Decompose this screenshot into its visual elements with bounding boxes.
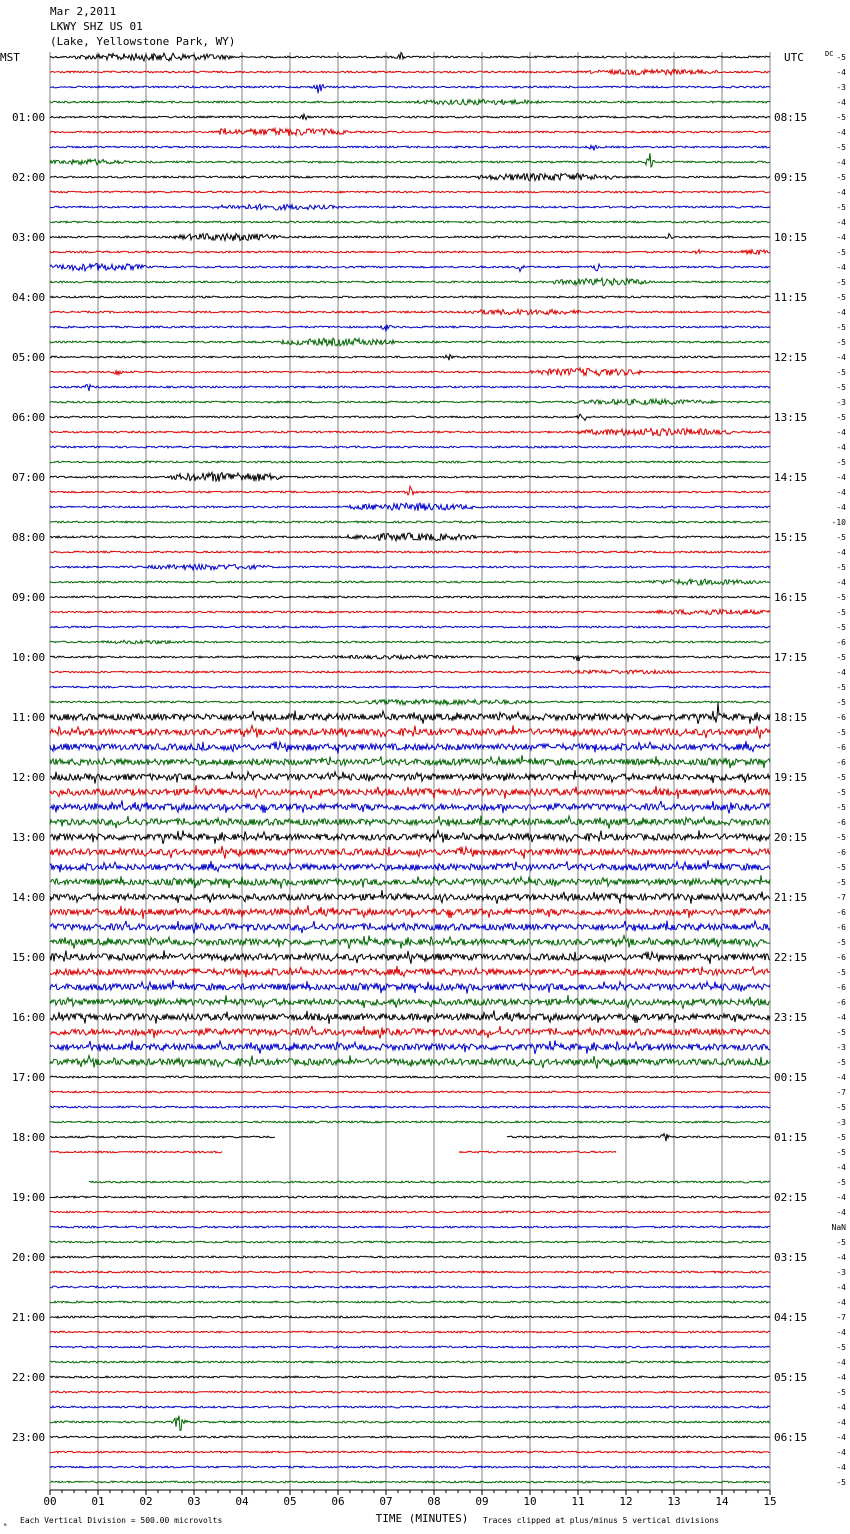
seismic-trace-12 xyxy=(50,234,770,242)
seismic-trace-90 xyxy=(50,1406,770,1408)
x-tick-label: 03 xyxy=(187,1495,201,1508)
seismic-trace-1 xyxy=(50,70,770,75)
dc-offset-value: NaN xyxy=(831,1223,846,1232)
seismic-trace-73 xyxy=(50,1151,616,1153)
dc-offset-value: -5 xyxy=(836,1103,846,1112)
right-hour-label: 00:15 xyxy=(774,1071,808,1084)
seismic-trace-24 xyxy=(50,414,770,420)
dc-offset-value: -3 xyxy=(836,83,846,92)
dc-offset-value: -5 xyxy=(836,458,846,467)
seismic-trace-76 xyxy=(50,1196,770,1198)
dc-offset-value: -4 xyxy=(836,503,846,512)
seismic-trace-68 xyxy=(50,1076,770,1078)
dc-offset-value: -5 xyxy=(836,1133,846,1142)
seismic-trace-48 xyxy=(50,770,770,783)
dc-offset-value: -5 xyxy=(836,1148,846,1157)
dc-offset-value: -5 xyxy=(836,968,846,977)
dc-offset-value: -5 xyxy=(836,1388,846,1397)
dc-offset-value: -4 xyxy=(836,473,846,482)
dc-offset-value: -5 xyxy=(836,1058,846,1067)
seismic-trace-92 xyxy=(50,1436,770,1438)
dc-offset-value: -4 xyxy=(836,1208,846,1217)
dc-offset-value: -4 xyxy=(836,218,846,227)
seismic-trace-0 xyxy=(50,53,770,61)
left-hour-label: 21:00 xyxy=(12,1311,46,1324)
seismic-trace-44 xyxy=(50,703,770,724)
seismic-trace-17 xyxy=(50,309,770,315)
left-hour-label: 10:00 xyxy=(12,651,46,664)
dc-offset-value: -4 xyxy=(836,233,846,242)
seismic-trace-45 xyxy=(50,725,770,738)
seismic-trace-2 xyxy=(50,84,770,93)
seismic-trace-75 xyxy=(89,1181,770,1183)
dc-offset-value: -4 xyxy=(836,488,846,497)
seismic-trace-9 xyxy=(50,191,770,193)
right-hour-label: 03:15 xyxy=(774,1251,808,1264)
seismic-trace-22 xyxy=(50,385,770,391)
seismic-trace-11 xyxy=(50,221,770,223)
footer-group xyxy=(3,1516,719,1528)
seismic-trace-32 xyxy=(50,533,770,541)
dc-offset-value: -5 xyxy=(836,833,846,842)
seismic-trace-19 xyxy=(50,338,770,346)
left-hour-label: 08:00 xyxy=(12,531,46,544)
seismic-trace-43 xyxy=(50,699,770,705)
seismic-trace-35 xyxy=(50,579,770,585)
seismic-trace-91 xyxy=(50,1416,770,1431)
seismic-trace-20 xyxy=(50,355,770,361)
dc-offset-value: -4 xyxy=(836,1418,846,1427)
seismic-trace-67 xyxy=(50,1055,770,1068)
seismic-trace-66 xyxy=(50,1041,770,1054)
seismic-trace-64 xyxy=(50,1010,770,1024)
left-hour-label: 09:00 xyxy=(12,591,46,604)
seismic-trace-80 xyxy=(50,1256,770,1258)
left-hour-label: 15:00 xyxy=(12,951,46,964)
seismic-trace-8 xyxy=(50,173,770,181)
seismic-trace-42 xyxy=(50,686,770,688)
dc-offset-value: -4 xyxy=(836,1253,846,1262)
seismic-trace-62 xyxy=(50,980,770,994)
dc-offset-value: -6 xyxy=(836,923,846,932)
header-location: (Lake, Yellowstone Park, WY) xyxy=(50,35,236,48)
seismic-trace-69 xyxy=(50,1091,770,1093)
seismic-trace-82 xyxy=(50,1286,770,1288)
seismic-trace-15 xyxy=(50,278,770,285)
footer-logo-mark: ₘ xyxy=(3,1520,8,1528)
x-tick-label: 09 xyxy=(475,1495,489,1508)
seismic-trace-65 xyxy=(50,1026,770,1039)
x-tick-label: 13 xyxy=(667,1495,681,1508)
dc-offset-value: -6 xyxy=(836,638,846,647)
dc-offset-value: -5 xyxy=(836,938,846,947)
dc-offset-value: -6 xyxy=(836,743,846,752)
dc-offset-value: -4 xyxy=(836,158,846,167)
dc-offset-value: -4 xyxy=(836,428,846,437)
left-hour-label: 06:00 xyxy=(12,411,46,424)
x-tick-label: 06 xyxy=(331,1495,345,1508)
x-tick-label: 02 xyxy=(139,1495,153,1508)
seismic-trace-18 xyxy=(50,325,770,332)
seismic-trace-50 xyxy=(50,800,770,813)
right-hour-label: 19:15 xyxy=(774,771,808,784)
seismic-trace-38 xyxy=(50,626,770,628)
seismic-trace-78 xyxy=(50,1226,770,1228)
footer-scale-note: Each Vertical Division = 500.00 microvolts xyxy=(20,1516,223,1525)
right-hour-label: 11:15 xyxy=(774,291,808,304)
left-hour-label: 20:00 xyxy=(12,1251,46,1264)
dc-offset-value: -5 xyxy=(836,293,846,302)
seismic-trace-30 xyxy=(50,503,770,511)
seismic-trace-5 xyxy=(50,128,770,136)
dc-offset-value: -6 xyxy=(836,758,846,767)
seismic-trace-54 xyxy=(50,860,770,872)
dc-offset-value: -5 xyxy=(836,698,846,707)
dc-offset-value: -5 xyxy=(836,143,846,152)
dc-offset-value: -5 xyxy=(836,863,846,872)
dc-offset-value: -4 xyxy=(836,548,846,557)
left-hour-label: 17:00 xyxy=(12,1071,46,1084)
seismic-trace-60 xyxy=(50,950,770,964)
seismic-trace-87 xyxy=(50,1361,770,1363)
dc-offset-value: -4 xyxy=(836,1193,846,1202)
seismic-trace-37 xyxy=(50,610,770,615)
right-hour-label: 17:15 xyxy=(774,651,808,664)
dc-offset-value: -5 xyxy=(836,278,846,287)
seismic-trace-55 xyxy=(50,875,770,888)
seismic-trace-47 xyxy=(50,755,770,768)
right-hour-label: 20:15 xyxy=(774,831,808,844)
dc-offset-value: -7 xyxy=(836,893,846,902)
x-tick-label: 05 xyxy=(283,1495,297,1508)
right-hour-label: 23:15 xyxy=(774,1011,808,1024)
dc-offset-value: -4 xyxy=(836,1373,846,1382)
seismic-trace-31 xyxy=(50,521,770,523)
x-tick-label: 14 xyxy=(715,1495,729,1508)
right-hour-label: 06:15 xyxy=(774,1431,808,1444)
dc-offset-value: -4 xyxy=(836,668,846,677)
left-hour-label: 12:00 xyxy=(12,771,46,784)
dc-offset-value: -5 xyxy=(836,623,846,632)
right-hour-label: 09:15 xyxy=(774,171,808,184)
right-hour-label: 10:15 xyxy=(774,231,808,244)
seismic-trace-84 xyxy=(50,1316,770,1318)
seismic-trace-10 xyxy=(50,204,770,210)
left-hour-label: 07:00 xyxy=(12,471,46,484)
right-hour-label: 01:15 xyxy=(774,1131,808,1144)
x-tick-label: 15 xyxy=(763,1495,777,1508)
right-axis-title: UTC xyxy=(784,51,804,64)
seismic-trace-61 xyxy=(50,966,770,977)
dc-offset-value: -4 xyxy=(836,1013,846,1022)
dc-offset-value: -5 xyxy=(836,593,846,602)
seismic-trace-33 xyxy=(50,551,770,553)
left-hour-label: 22:00 xyxy=(12,1371,46,1384)
left-hour-label: 16:00 xyxy=(12,1011,46,1024)
dc-offset-value: -4 xyxy=(836,68,846,77)
seismic-trace-95 xyxy=(50,1481,770,1483)
seismic-trace-89 xyxy=(50,1391,770,1393)
seismic-trace-21 xyxy=(50,368,770,376)
dc-offset-value: -6 xyxy=(836,908,846,917)
dc-offset-labels xyxy=(825,50,846,1487)
dc-offset-value: -5 xyxy=(836,53,846,62)
dc-offset-value: -5 xyxy=(836,323,846,332)
seismic-trace-59 xyxy=(50,936,770,949)
dc-offset-value: -5 xyxy=(836,563,846,572)
seismic-trace-57 xyxy=(50,905,770,919)
dc-offset-value: -6 xyxy=(836,818,846,827)
left-hour-label: 05:00 xyxy=(12,351,46,364)
header-station: LKWY SHZ US 01 xyxy=(50,20,143,33)
dc-offset-value: -3 xyxy=(836,1268,846,1277)
left-axis-title: MST xyxy=(0,51,20,64)
seismic-trace-6 xyxy=(50,145,770,150)
seismic-trace-52 xyxy=(50,830,770,844)
left-hour-label: 04:00 xyxy=(12,291,46,304)
left-hour-label: 19:00 xyxy=(12,1191,46,1204)
dc-offset-value: -5 xyxy=(836,248,846,257)
seismic-trace-63 xyxy=(50,995,770,1009)
seismic-trace-49 xyxy=(50,785,770,799)
seismic-trace-56 xyxy=(50,890,770,904)
seismic-trace-81 xyxy=(50,1271,770,1273)
dc-offset-value: -4 xyxy=(836,1463,846,1472)
dc-offset-value: -5 xyxy=(836,1178,846,1187)
left-hour-label: 11:00 xyxy=(12,711,46,724)
x-tick-label: 10 xyxy=(523,1495,537,1508)
dc-offset-value: -4 xyxy=(836,1283,846,1292)
dc-offset-value: -4 xyxy=(836,1403,846,1412)
dc-offset-value: -5 xyxy=(836,1343,846,1352)
seismic-trace-79 xyxy=(50,1241,770,1243)
right-hour-label: 14:15 xyxy=(774,471,808,484)
seismic-trace-34 xyxy=(50,564,770,570)
seismic-trace-29 xyxy=(50,486,770,495)
dc-offset-value: -5 xyxy=(836,773,846,782)
right-hour-label: 13:15 xyxy=(774,411,808,424)
dc-offset-value: -4 xyxy=(836,1358,846,1367)
dc-offset-value: -3 xyxy=(836,1043,846,1052)
seismic-trace-72 xyxy=(50,1134,770,1142)
left-hour-label: 18:00 xyxy=(12,1131,46,1144)
left-hour-label: 23:00 xyxy=(12,1431,46,1444)
dc-offset-value: -6 xyxy=(836,983,846,992)
dc-offset-value: -4 xyxy=(836,443,846,452)
dc-offset-value: -5 xyxy=(836,203,846,212)
dc-offset-value: -6 xyxy=(836,713,846,722)
seismic-trace-7 xyxy=(50,153,770,167)
right-hour-label: 18:15 xyxy=(774,711,808,724)
right-hour-label: 04:15 xyxy=(774,1311,808,1324)
dc-offset-value: -5 xyxy=(836,338,846,347)
dc-offset-value: -5 xyxy=(836,878,846,887)
seismic-trace-88 xyxy=(50,1376,770,1378)
dc-offset-value: -5 xyxy=(836,653,846,662)
left-hour-label: 13:00 xyxy=(12,831,46,844)
seismic-trace-86 xyxy=(50,1346,770,1348)
dc-label: DC xyxy=(825,50,834,58)
left-hour-label: 03:00 xyxy=(12,231,46,244)
seismic-trace-93 xyxy=(50,1451,770,1453)
dc-offset-value: -3 xyxy=(836,1118,846,1127)
dc-offset-value: -5 xyxy=(836,608,846,617)
seismic-trace-71 xyxy=(50,1121,770,1123)
seismic-trace-46 xyxy=(50,741,770,754)
right-hour-label: 05:15 xyxy=(774,1371,808,1384)
seismic-trace-36 xyxy=(50,596,770,598)
dc-offset-value: -4 xyxy=(836,1328,846,1337)
seismic-trace-25 xyxy=(50,429,770,436)
x-tick-label: 00 xyxy=(43,1495,57,1508)
dc-offset-value: -5 xyxy=(836,1478,846,1487)
dc-offset-value: -4 xyxy=(836,98,846,107)
left-hour-label: 01:00 xyxy=(12,111,46,124)
right-hour-label: 15:15 xyxy=(774,531,808,544)
seismic-trace-94 xyxy=(50,1466,770,1468)
seismic-trace-51 xyxy=(50,816,770,829)
seismic-trace-28 xyxy=(50,472,770,481)
dc-offset-value: -6 xyxy=(836,953,846,962)
dc-offset-value: -5 xyxy=(836,413,846,422)
dc-offset-value: -4 xyxy=(836,1433,846,1442)
axis-labels xyxy=(0,51,807,1525)
seismic-trace-85 xyxy=(50,1331,770,1333)
dc-offset-value: -4 xyxy=(836,1163,846,1172)
trace-group xyxy=(50,53,770,1483)
footer-clip-note: Traces clipped at plus/minus 5 vertical divisions xyxy=(483,1516,720,1525)
dc-offset-value: -4 xyxy=(836,353,846,362)
left-hour-label: 14:00 xyxy=(12,891,46,904)
dc-offset-value: -5 xyxy=(836,803,846,812)
seismic-trace-16 xyxy=(50,296,770,298)
dc-offset-value: -4 xyxy=(836,1448,846,1457)
dc-offset-value: -5 xyxy=(836,533,846,542)
dc-offset-value: -5 xyxy=(836,1028,846,1037)
dc-offset-value: -6 xyxy=(836,998,846,1007)
dc-offset-value: -5 xyxy=(836,1238,846,1247)
x-tick-label: 08 xyxy=(427,1495,441,1508)
dc-offset-value: -5 xyxy=(836,368,846,377)
dc-offset-value: -5 xyxy=(836,383,846,392)
seismic-trace-26 xyxy=(50,446,770,448)
dc-offset-value: -10 xyxy=(831,518,846,527)
left-hour-label: 02:00 xyxy=(12,171,46,184)
dc-offset-value: -5 xyxy=(836,113,846,122)
seismic-trace-58 xyxy=(50,921,770,934)
dc-offset-value: -7 xyxy=(836,1088,846,1097)
seismic-trace-39 xyxy=(50,640,770,644)
right-hour-label: 22:15 xyxy=(774,951,808,964)
seismic-trace-27 xyxy=(50,461,770,463)
dc-offset-value: -7 xyxy=(836,1313,846,1322)
dc-offset-value: -3 xyxy=(836,398,846,407)
x-tick-label: 07 xyxy=(379,1495,393,1508)
dc-offset-value: -6 xyxy=(836,848,846,857)
seismic-trace-13 xyxy=(50,250,770,255)
x-tick-label: 11 xyxy=(571,1495,585,1508)
seismic-trace-4 xyxy=(50,114,770,119)
right-hour-label: 16:15 xyxy=(774,591,808,604)
dc-offset-value: -4 xyxy=(836,263,846,272)
dc-offset-value: -4 xyxy=(836,578,846,587)
header-date: Mar 2,2011 xyxy=(50,5,117,18)
dc-offset-value: -4 xyxy=(836,128,846,137)
seismic-trace-77 xyxy=(50,1211,770,1213)
right-hour-label: 21:15 xyxy=(774,891,808,904)
dc-offset-value: -4 xyxy=(836,1073,846,1082)
dc-offset-value: -4 xyxy=(836,308,846,317)
x-tick-label: 12 xyxy=(619,1495,633,1508)
seismic-trace-70 xyxy=(50,1106,770,1108)
dc-offset-value: -4 xyxy=(836,188,846,197)
x-tick-label: 01 xyxy=(91,1495,105,1508)
right-hour-label: 08:15 xyxy=(774,111,808,124)
seismic-trace-14 xyxy=(50,264,770,272)
seismic-trace-23 xyxy=(50,399,770,405)
dc-offset-value: -5 xyxy=(836,788,846,797)
seismic-trace-40 xyxy=(50,655,770,661)
dc-offset-value: -4 xyxy=(836,1298,846,1307)
right-hour-label: 02:15 xyxy=(774,1191,808,1204)
seismic-trace-83 xyxy=(50,1301,770,1303)
vertical-gridlines xyxy=(50,52,770,1495)
seismic-trace-53 xyxy=(50,846,770,859)
x-axis-title: TIME (MINUTES) xyxy=(375,1512,469,1525)
dc-offset-value: -5 xyxy=(836,683,846,692)
dc-offset-value: -5 xyxy=(836,728,846,737)
x-tick-label: 04 xyxy=(235,1495,249,1508)
seismic-trace-41 xyxy=(50,670,770,674)
seismic-trace-3 xyxy=(50,99,770,104)
right-hour-label: 12:15 xyxy=(774,351,808,364)
dc-offset-value: -5 xyxy=(836,173,846,182)
